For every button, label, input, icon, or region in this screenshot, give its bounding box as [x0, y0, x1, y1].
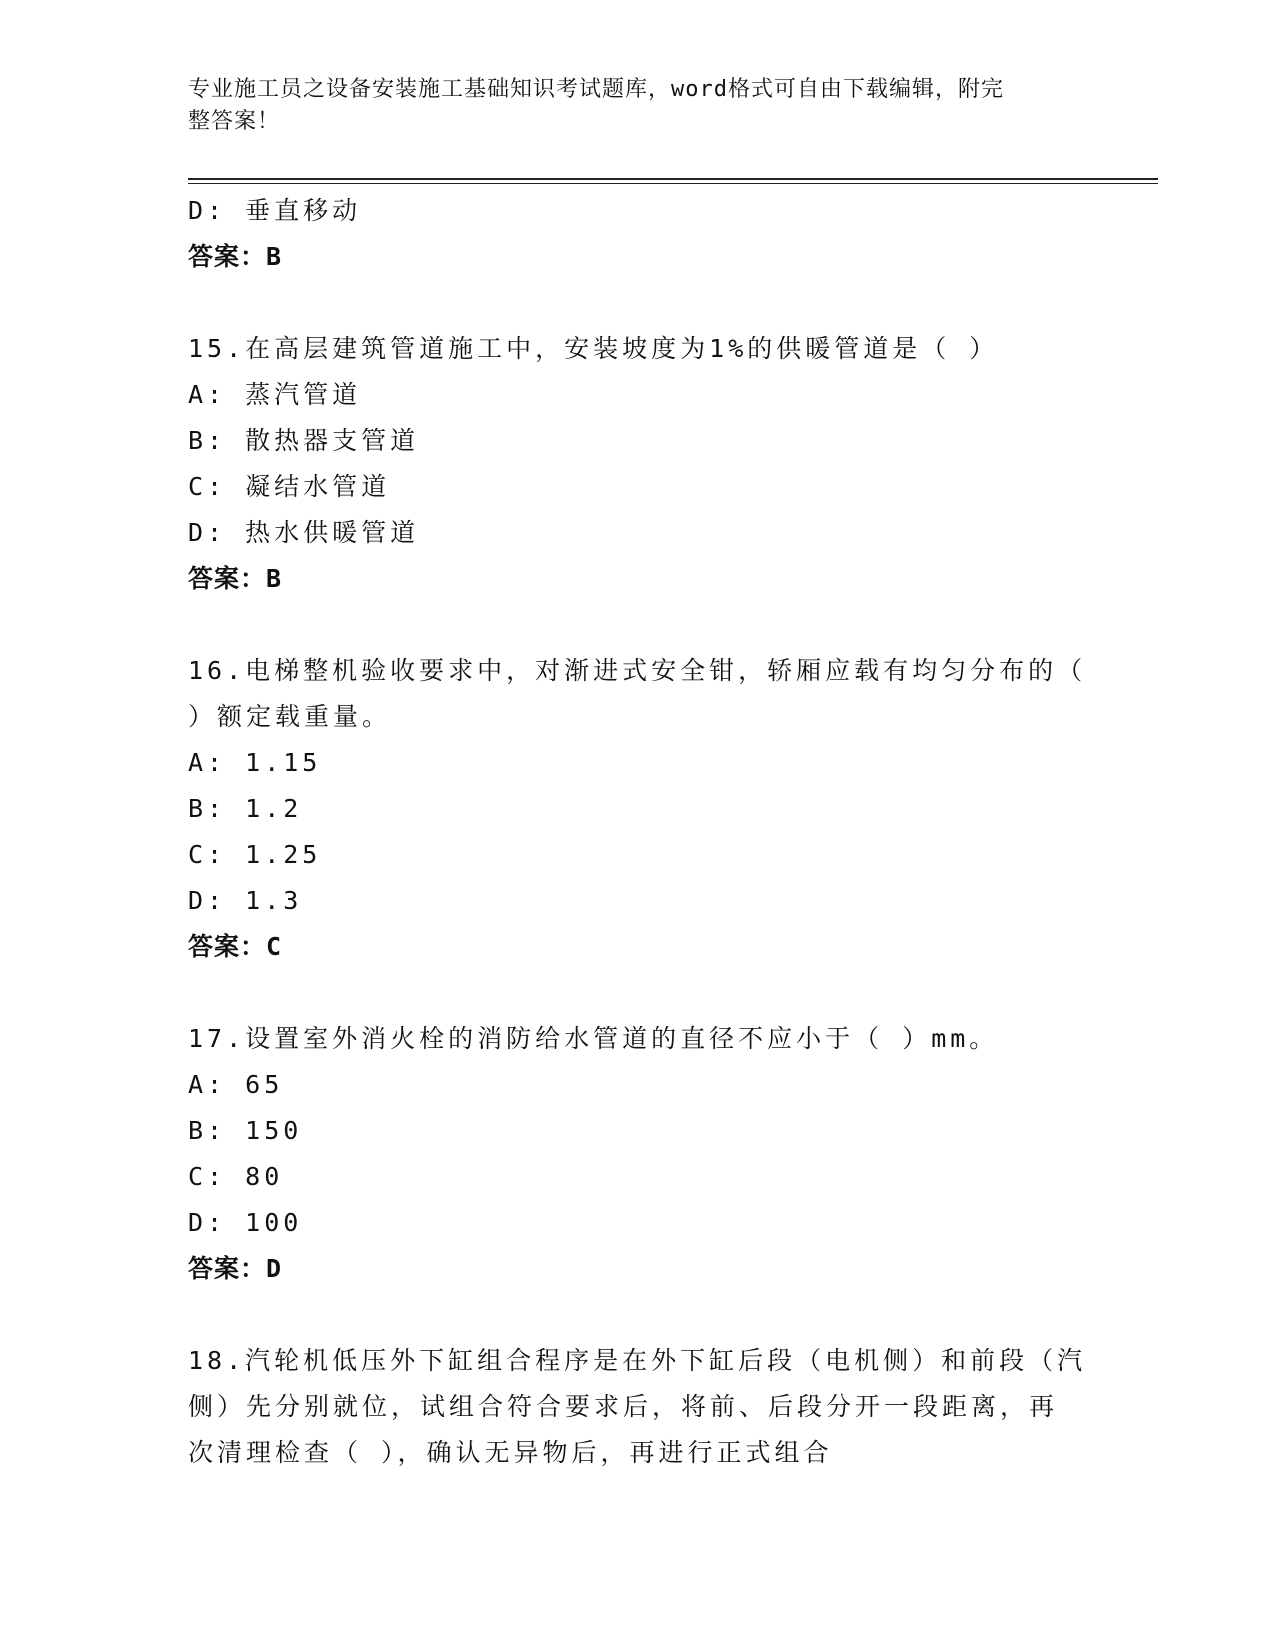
- document-header: [188, 74, 1068, 138]
- header-divider-thick: [188, 178, 1158, 180]
- spacer: [188, 1292, 1088, 1338]
- answer-value: B: [266, 564, 283, 593]
- q15-option-d: D: 热水供暖管道: [188, 518, 420, 547]
- q16-option-a: A: 1.15: [188, 748, 322, 777]
- question-16-stem-line-2: ）额定载重量。: [188, 702, 392, 731]
- answer-value: B: [266, 242, 283, 271]
- q15-option-c: C: 凝结水管道: [188, 472, 391, 501]
- header-line-2: 整答案！: [188, 109, 281, 134]
- question-17-stem: 17.设置室外消火栓的消防给水管道的直径不应小于（ ）mm。: [188, 1024, 999, 1053]
- question-list: [188, 188, 1088, 1476]
- header-divider-thin: [188, 183, 1158, 184]
- answer-label: 答案：: [188, 932, 267, 961]
- question-18-stem-line-1: 18.汽轮机低压外下缸组合程序是在外下缸后段（电机侧）和前段（汽: [188, 1346, 1087, 1375]
- q16-option-b: B: 1.2: [188, 794, 303, 823]
- q15-answer: [188, 556, 1088, 602]
- prev-option-d: D: 垂直移动: [188, 196, 362, 225]
- header-line-1: 专业施工员之设备安装施工基础知识考试题库，word格式可自由下载编辑，附完: [188, 77, 1004, 102]
- q16-answer: [188, 924, 1088, 970]
- q17-answer: [188, 1246, 1088, 1292]
- answer-label: 答案：: [188, 1254, 267, 1283]
- prev-answer: [188, 234, 1088, 280]
- answer-value: C: [266, 932, 283, 961]
- spacer: [188, 280, 1088, 326]
- q15-option-b: B: 散热器支管道: [188, 426, 420, 455]
- q17-option-b: B: 150: [188, 1116, 303, 1145]
- q17-option-c: C: 80: [188, 1162, 284, 1191]
- question-18-stem-line-2: 侧）先分别就位，试组合符合要求后，将前、后段分开一段距离，再: [188, 1392, 1059, 1421]
- spacer: [188, 970, 1088, 1016]
- q15-option-a: A: 蒸汽管道: [188, 380, 362, 409]
- question-18-stem-line-3: 次清理检查（ ），确认无异物后，再进行正式组合: [188, 1438, 833, 1467]
- question-15-stem: 15.在高层建筑管道施工中，安装坡度为1%的供暖管道是（ ）: [188, 334, 999, 363]
- answer-value: D: [266, 1254, 283, 1283]
- q16-option-d: D: 1.3: [188, 886, 303, 915]
- answer-label: 答案：: [188, 242, 267, 271]
- answer-label: 答案：: [188, 564, 267, 593]
- question-16-stem-line-1: 16.电梯整机验收要求中，对渐进式安全钳，轿厢应载有均匀分布的（: [188, 656, 1087, 685]
- q17-option-a: A: 65: [188, 1070, 284, 1099]
- q17-option-d: D: 100: [188, 1208, 303, 1237]
- spacer: [188, 602, 1088, 648]
- q16-option-c: C: 1.25: [188, 840, 322, 869]
